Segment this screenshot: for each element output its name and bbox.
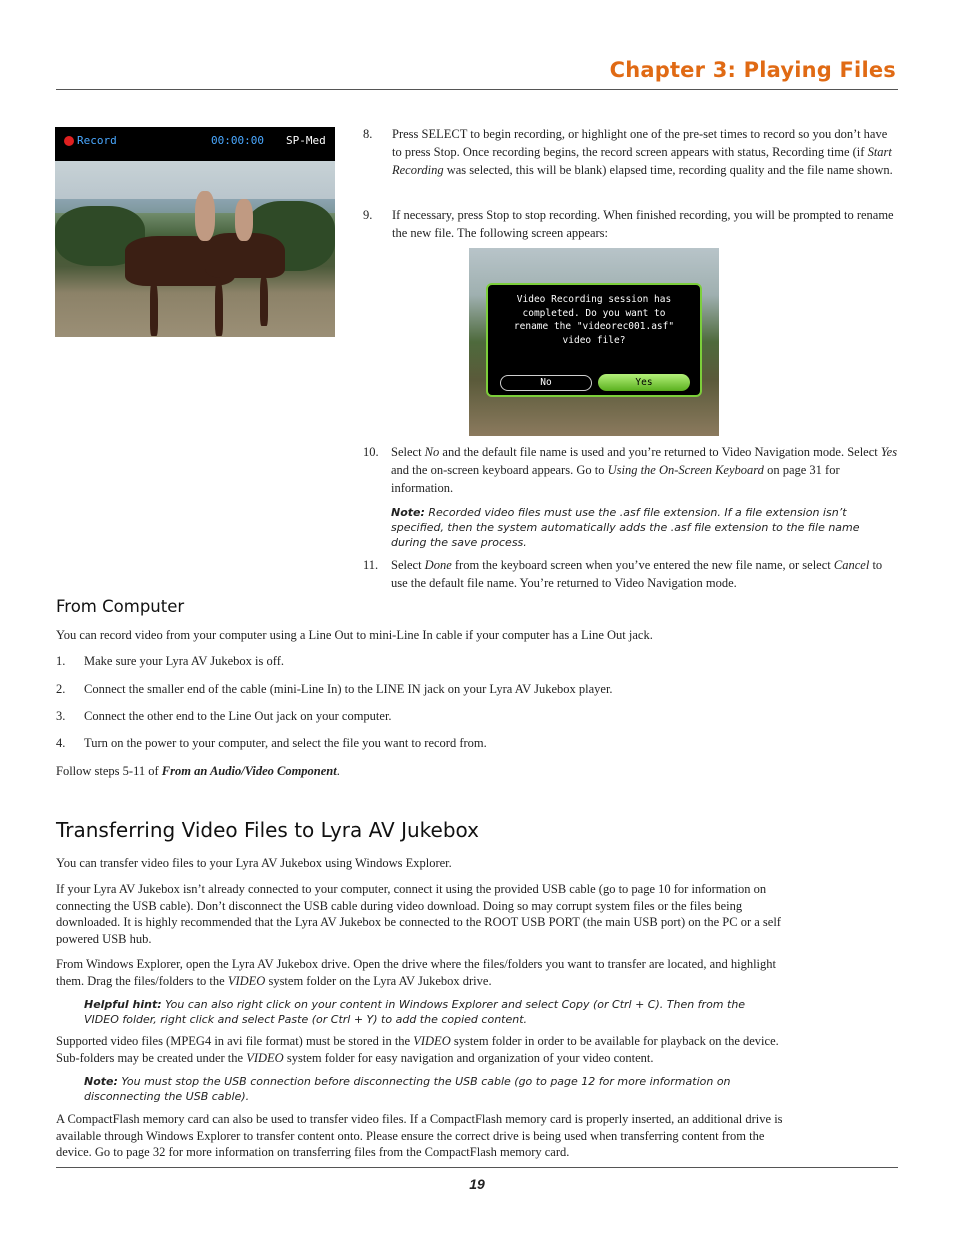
transfer-paragraph-2: If your Lyra AV Jukebox isn’t already connected to your computer, connect it using the provided USB cable (go to page 10 for information on connecting the USB cable). Don’t disconnect the USB cable during video download. Doing so may corrupt system files or the files being downloaded. It is highly recommended that the Lyra AV Jukebox be connected to the ROOT USB PORT (the main USB port) on the PC or a self powered USB hub. <box>56 882 781 946</box>
footer-divider <box>56 1167 898 1168</box>
no-button: No <box>500 375 592 391</box>
chapter-title: Chapter 3: Playing Files <box>609 58 896 82</box>
record-elapsed-time: 00:00:00 <box>211 134 264 147</box>
dialog-message: Video Recording session has completed. Do you want to rename the "videorec001.asf" video file? <box>513 294 675 346</box>
note-usb-stop <box>84 1074 774 1104</box>
step-number: 9. <box>363 208 373 222</box>
follow-steps-text: Follow steps 5-11 of From an Audio/Video Component. <box>56 764 340 778</box>
step-number: 8. <box>363 127 373 141</box>
record-quality: SP-Med <box>286 134 326 147</box>
helpful-hint <box>84 997 774 1027</box>
step-text: If necessary, press Stop to stop recording. When finished recording, you will be prompted to rename the new file. The following screen appears: <box>392 208 894 240</box>
header-divider <box>56 89 898 90</box>
section-heading-from-computer: From Computer <box>56 597 185 616</box>
transfer-paragraph-1: You can transfer video files to your Lyra AV Jukebox using Windows Explorer. <box>56 856 452 870</box>
step-text: Press SELECT to begin recording, or highlight one of the pre-set times to record so you don’t have to press Stop. Once recording begins, the record screen appears with status, Recording time (if Start Recording was selected, this will be blank) elapsed time, recording quality and the file name shown. <box>392 127 893 177</box>
hint-text: You can also right click on your content in Windows Explorer and select Copy (or Ctrl + C). Then from the VIDEO folder, right click and select Paste (or Ctrl + Y) to add the copied content. <box>84 998 746 1026</box>
rename-dialog <box>486 283 702 397</box>
note-label: Note: <box>391 506 425 519</box>
step-text: Select No and the default file name is used and you’re returned to Video Navigation mode. Select Yes and the on-screen keyboard appears. Go to Using the On-Screen Keyboard on page 31 for information. <box>391 445 898 495</box>
step-text: Connect the smaller end of the cable (mini-Line In) to the LINE IN jack on your Lyra AV Jukebox player. <box>84 682 613 696</box>
horse-riders-photo <box>55 161 335 337</box>
record-screen-image <box>55 127 335 337</box>
transfer-paragraph-5: A CompactFlash memory card can also be used to transfer video files. If a CompactFlash memory card is properly inserted, an additional drive is available through Windows Explorer to transfer content onto. Please ensure the correct drive is being used when transferring content from the device. Go to page 32 for more information on transferring files from the CompactFlash memory card. <box>56 1112 783 1159</box>
step-number: 2. <box>56 682 66 696</box>
record-status-bar <box>55 127 335 155</box>
horse-leg-shape <box>215 281 223 336</box>
transfer-paragraph-4: Supported video files (MPEG4 in avi file format) must be stored in the VIDEO system folder in order to be available for playback on the device. Sub-folders may be created under the VIDEO system folder for easy navigation and organization of your video content. <box>56 1034 779 1065</box>
record-label: Record <box>77 134 117 147</box>
section-heading-transferring: Transferring Video Files to Lyra AV Jukebox <box>56 818 479 842</box>
step-text: Select Done from the keyboard screen when you’ve entered the new file name, or select Cancel to use the default file name. You’re returned to Video Navigation mode. <box>391 558 883 590</box>
horse-leg-shape <box>260 276 268 326</box>
step-number: 10. <box>363 445 379 459</box>
rider-shape <box>195 191 215 241</box>
rider-shape <box>235 199 253 241</box>
horse-leg-shape <box>150 281 158 336</box>
from-computer-intro: You can record video from your computer using a Line Out to mini-Line In cable if your computer has a Line Out jack. <box>56 628 653 642</box>
page-number: 19 <box>469 1176 485 1192</box>
note-label: Note: <box>84 1075 118 1088</box>
step-text: Connect the other end to the Line Out jack on your computer. <box>84 709 392 723</box>
note-text: You must stop the USB connection before disconnecting the USB cable (go to page 12 for more information on disconnecting the USB cable). <box>84 1075 731 1103</box>
step-text: Make sure your Lyra AV Jukebox is off. <box>84 654 284 668</box>
note-asf-extension <box>391 505 881 550</box>
yes-button: Yes <box>598 374 690 391</box>
step-number: 3. <box>56 709 66 723</box>
step-text: Turn on the power to your computer, and select the file you want to record from. <box>84 736 487 750</box>
step-number: 11. <box>363 558 379 572</box>
record-dot-icon <box>64 136 74 146</box>
note-text: Recorded video files must use the .asf file extension. If a file extension isn’t specified, then the system automatically adds the .asf file extension to the file name during the save process. <box>391 506 860 549</box>
step-number: 4. <box>56 736 66 750</box>
hint-label: Helpful hint: <box>84 998 162 1011</box>
rename-dialog-image <box>469 248 719 436</box>
transfer-paragraph-3: From Windows Explorer, open the Lyra AV Jukebox drive. Open the drive where the files/folders you want to transfer are located, and highlight them. Drag the files/folders to the VIDEO system folder on the Lyra AV Jukebox drive. <box>56 957 777 988</box>
step-number: 1. <box>56 654 66 668</box>
